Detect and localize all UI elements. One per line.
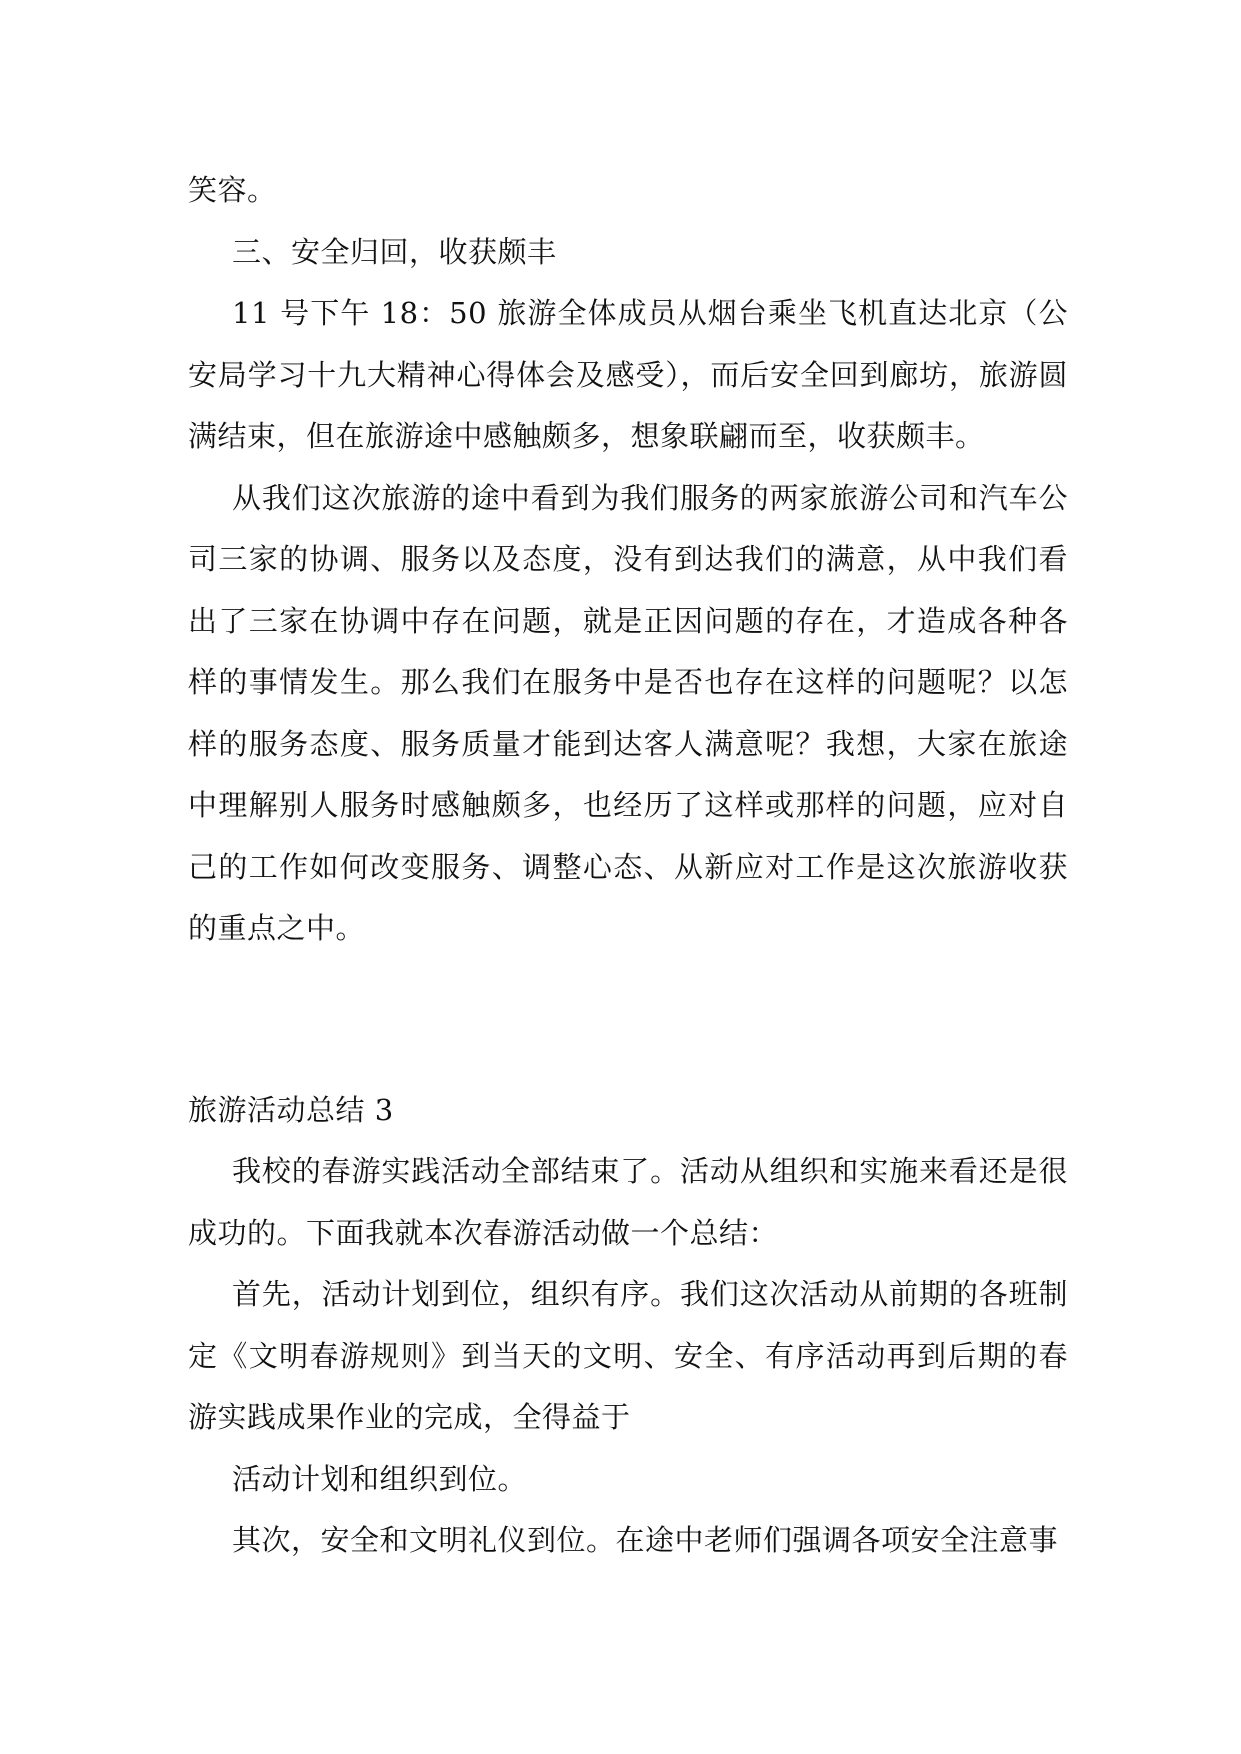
paragraph-first-point-end: 活动计划和组织到位。 xyxy=(232,1461,528,1496)
paragraph-continuation: 笑容。 xyxy=(188,173,277,207)
section-title: 旅游活动总结 3 xyxy=(188,1092,394,1127)
paragraph-service-reflection: 从我们这次旅游的途中看到为我们服务的两家旅游公司和汽车公司三家的协调、服务以及态度，没有到达我们的满意，从中我们看出了三家在协调中存在问题，就是正因问题的存在，才造成各种各样的事情发生。那么我们在服务中是否也存在这样的问题呢？以怎样的服务态度、服务质量才能到达客人满意呢？我想，大家在旅途中理解别人服务时感触颇多，也经历了这样或那样的问题，应对自己的工作如何改变服务、调整心态、从新应对工作是这次旅游收获的重点之中。 xyxy=(188,480,1068,945)
document-page xyxy=(188,160,1068,1572)
paragraph-return-trip: 11 号下午 18：50 旅游全体成员从烟台乘坐飞机直达北京（公安局学习十九大精神心得体会及感受），而后安全回到廊坊，旅游圆满结束，但在旅游途中感触颇多，想象联翩而至，收获颇丰。 xyxy=(188,296,1068,453)
paragraph-second-point: 其次，安全和文明礼仪到位。在途中老师们强调各项安全注意事 xyxy=(232,1523,1059,1557)
paragraph-first-point: 首先，活动计划到位，组织有序。我们这次活动从前期的各班制定《文明春游规则》到当天的文明、安全、有序活动再到后期的春游实践成果作业的完成，全得益于 xyxy=(188,1277,1068,1434)
section-gap xyxy=(188,960,1068,1080)
document-body-part1 xyxy=(188,160,1068,960)
document-body-part2 xyxy=(188,1141,1068,1572)
section-heading-safe-return: 三、安全归回，收获颇丰 xyxy=(232,234,557,269)
paragraph-spring-trip-intro: 我校的春游实践活动全部结束了。活动从组织和实施来看还是很成功的。下面我就本次春游活动做一个总结： xyxy=(188,1154,1068,1250)
